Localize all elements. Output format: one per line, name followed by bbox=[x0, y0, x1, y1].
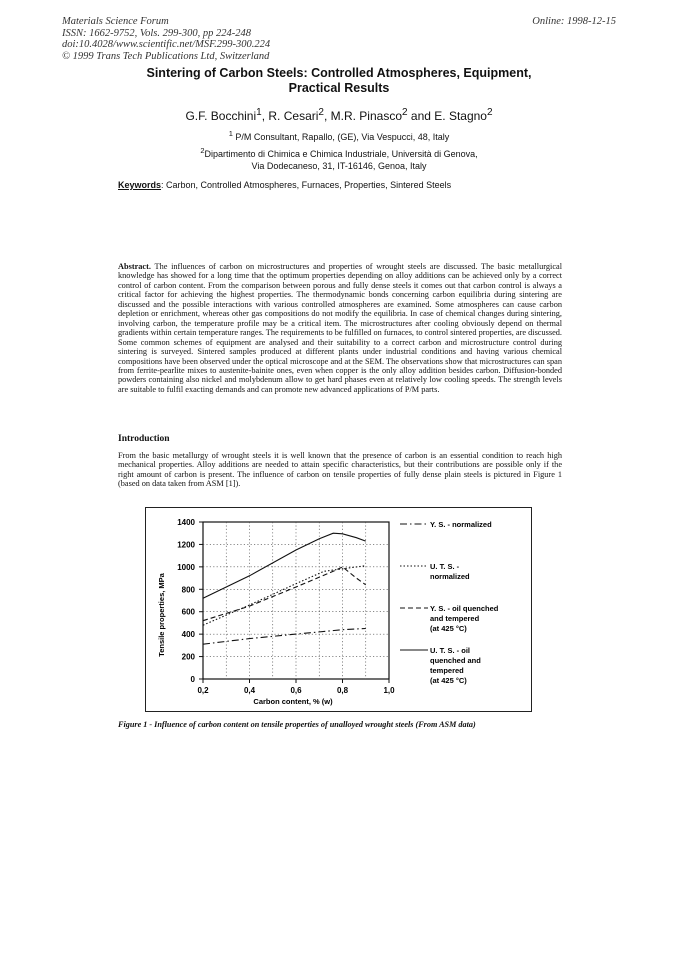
aff-text: Dipartimento di Chimica e Chimica Industriale, Università di Genova, bbox=[204, 149, 478, 159]
x-tick-label: 0,6 bbox=[290, 686, 302, 695]
keywords bbox=[118, 180, 578, 190]
series-line-4 bbox=[203, 533, 366, 598]
legend-label-1: Y. S. - normalized bbox=[430, 520, 492, 529]
series-line-3 bbox=[203, 567, 366, 621]
paper-title bbox=[80, 66, 598, 96]
x-tick-label: 0,4 bbox=[243, 686, 256, 695]
aff-sup: 2 bbox=[200, 146, 205, 155]
y-tick-label: 600 bbox=[181, 607, 195, 617]
abstract-label: Abstract. bbox=[118, 262, 151, 271]
chart-plot-area bbox=[203, 533, 366, 644]
abstract bbox=[118, 262, 562, 394]
legend-label-4: U. T. S. - oil quenched and tempered (at 425 °C) bbox=[430, 646, 481, 685]
online-date: Online: 1998-12-15 bbox=[532, 16, 616, 27]
abstract-text: The influences of carbon on microstructures and properties of wrought steels are discussed. The basic metallurgical knowledge has showed for a long time that the optimum properties depending on alloy additions can be achieved only by a correct control of carbon content. From the comparison between porous and fully dense steels it comes out that carbon control is always a critical factor for achieving the highest properties. The thermodynamic bonds concerning carbon equilibria during sintering are discussed and the possible interactions with various controlled atmospheres are examined. Some atmospheres can cause carbon depletion or enrichment, whereas other gas compositions do not modify the equilibria. In case of chemical changes during sintering, involving carbon, the temperature profile may be a critical item. The microstructures after cooling obviously depend on thermal gradients within certain temperature ranges. The requirements to be fulfilled on furnaces, to control sintered properties, are discussed. Some common schemes of equipment are analysed and their suitability to a correct carbon and microstructure control during sintering is surveyed. Sintered samples produced at different plants under industrial conditions and having various chemical compositions have been observed under the optical microscope and at the SEM. The observations show that microstructures can span from ferrite-pearlite mixes to austenite-bainite ones, even when copper is the only alloy addition besides carbon. Diffusion-bonded powders containing also nickel and molybdenum allow to get hard phases even at relatively low cooling speeds. The strength levels are suitable to fulfil exacting demands and can promote new advanced applications of P/M parts. bbox=[118, 262, 562, 394]
journal-issn: ISSN: 1662-9752, Vols. 299-300, pp 224-248 bbox=[62, 27, 251, 39]
title-line-2: Practical Results bbox=[288, 81, 390, 95]
y-tick-label: 1200 bbox=[177, 540, 195, 550]
figure-caption: Figure 1 - Influence of carbon content on tensile properties of unalloyed wrought steels (From ASM data) bbox=[118, 720, 476, 729]
figure-1-chart bbox=[145, 507, 532, 712]
x-axis-label: Carbon content, % (w) bbox=[253, 697, 333, 706]
y-axis-label: Tensile properties, MPa bbox=[157, 573, 166, 657]
aff-text: Via Dodecaneso, 31, IT-16146, Genoa, Italy bbox=[251, 161, 427, 171]
x-tick-label: 1,0 bbox=[383, 686, 395, 695]
y-tick-label: 200 bbox=[181, 652, 195, 662]
series-line-2 bbox=[203, 566, 366, 626]
y-tick-label: 400 bbox=[181, 630, 195, 640]
chart-grid bbox=[203, 522, 389, 679]
chart-legend bbox=[400, 520, 499, 685]
author-sep: , bbox=[261, 109, 269, 123]
journal-header bbox=[62, 16, 270, 62]
author-name: R. Cesari bbox=[268, 109, 319, 123]
section-heading-introduction: Introduction bbox=[118, 434, 170, 444]
aff-sup: 1 bbox=[228, 129, 233, 138]
author-sup: 2 bbox=[402, 107, 408, 118]
author-sup: 2 bbox=[486, 107, 493, 118]
author-name: E. Stagno bbox=[434, 109, 487, 123]
y-tick-label: 1000 bbox=[177, 562, 195, 572]
legend-label-2: U. T. S. -normalized bbox=[430, 562, 470, 581]
journal-copyright: © 1999 Trans Tech Publications Ltd, Switzerland bbox=[62, 50, 270, 62]
author-name: M.R. Pinasco bbox=[330, 109, 402, 123]
aff-text: P/M Consultant, Rapallo, (GE), Via Vespucci, 48, Italy bbox=[235, 132, 450, 142]
title-line-1: Sintering of Carbon Steels: Controlled Atmospheres, Equipment, bbox=[146, 66, 532, 80]
x-tick-label: 0,8 bbox=[336, 686, 349, 695]
legend-label-3: Y. S. - oil quenched and tempered (at 425 °C) bbox=[430, 604, 499, 633]
author-sep: and bbox=[407, 109, 435, 123]
author-list bbox=[60, 107, 618, 123]
author-sep: , bbox=[323, 109, 331, 123]
author-name: G.F. Bocchini bbox=[185, 109, 257, 123]
journal-name: Materials Science Forum bbox=[62, 16, 169, 27]
author-sup: 2 bbox=[318, 107, 324, 118]
y-tick-label: 800 bbox=[181, 585, 195, 595]
journal-doi: doi:10.4028/www.scientific.net/MSF.299-300.224 bbox=[62, 39, 271, 50]
affiliation-2 bbox=[60, 145, 618, 172]
y-tick-label: 1400 bbox=[177, 518, 195, 527]
x-tick-label: 0,2 bbox=[197, 686, 209, 695]
series-line-1 bbox=[203, 629, 366, 645]
chart-svg bbox=[146, 508, 531, 711]
affiliation-1 bbox=[60, 128, 618, 143]
author-sup: 1 bbox=[256, 107, 262, 118]
keywords-text: : Carbon, Controlled Atmospheres, Furnaces, Properties, Sintered Steels bbox=[161, 180, 452, 190]
keywords-label: Keywords bbox=[118, 180, 162, 190]
y-tick-label: 0 bbox=[190, 675, 195, 684]
introduction-paragraph: From the basic metallurgy of wrought steels it is well known that the presence of carbon is an essential condition to reach high mechanical properties. Alloy additions are needed to attain specific characteristics, but their contributions are possible only if the right amount of carbon is present. The influence of carbon on tensile properties of fully dense plain steels is pictured in Figure 1 (based on data taken from ASM [1]). bbox=[118, 451, 562, 489]
